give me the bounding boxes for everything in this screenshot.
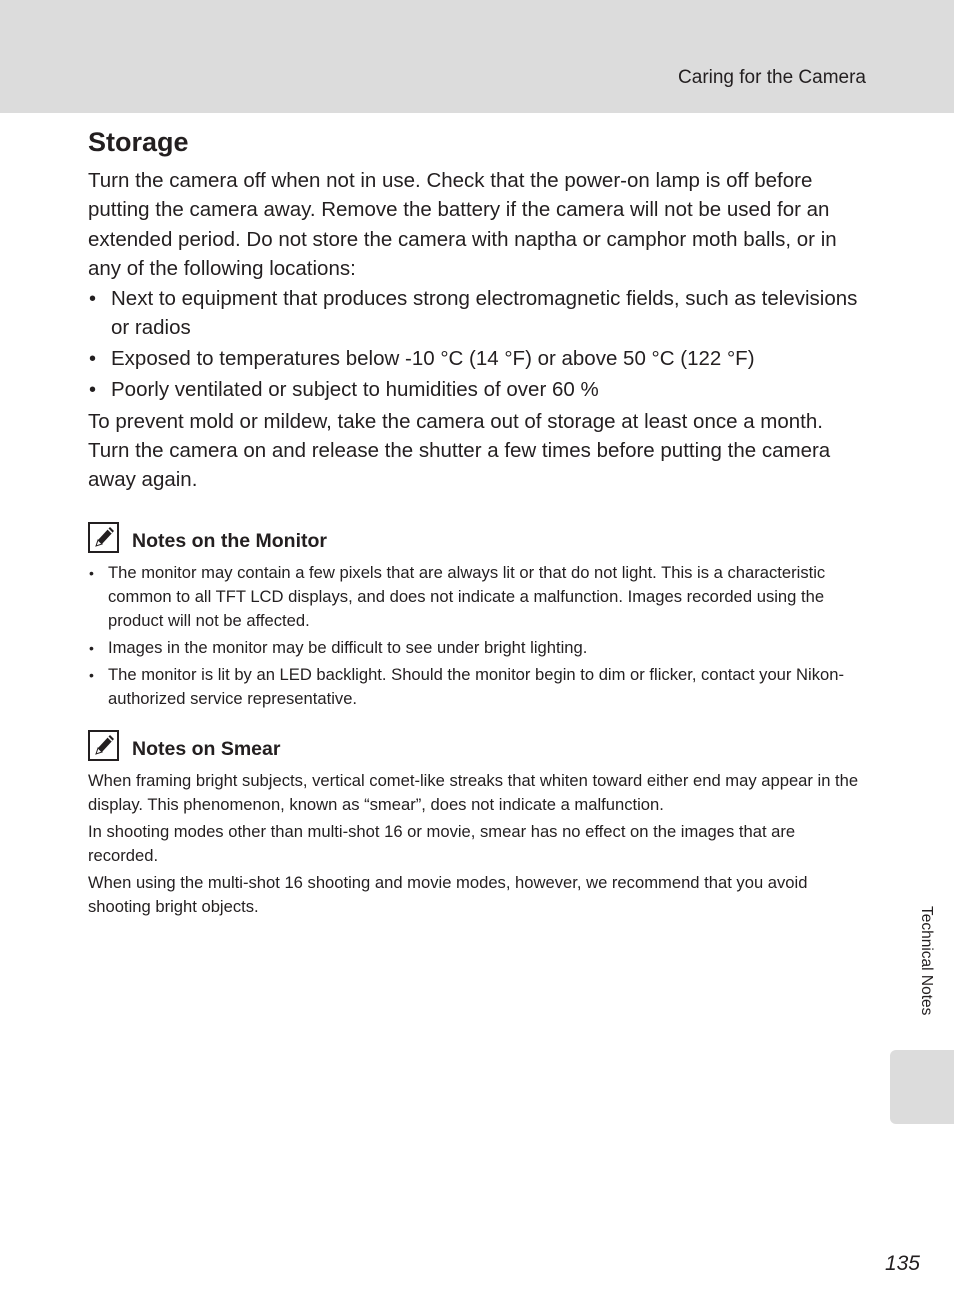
side-section-label: Technical Notes bbox=[918, 906, 935, 1016]
closing-paragraph: To prevent mold or mildew, take the camera out of storage at least once a month. Turn the camera on and release the shutter a few times before putting the camera away again. bbox=[88, 409, 831, 492]
note-heading bbox=[88, 521, 864, 555]
bullet-icon: • bbox=[89, 378, 97, 401]
list-item: • Next to equipment that produces strong electromagnetic fields, such as televisions or radios bbox=[89, 287, 858, 339]
bullet-icon: • bbox=[89, 347, 97, 370]
bullet-icon: • bbox=[89, 639, 94, 656]
header-band bbox=[0, 0, 954, 113]
list-item: • Images in the monitor may be difficult to see under bright lighting. bbox=[88, 636, 864, 660]
pencil-note-icon bbox=[88, 522, 119, 553]
bullet-icon: • bbox=[89, 288, 97, 311]
bullet-icon: • bbox=[89, 666, 94, 683]
note-title: Notes on Smear bbox=[132, 738, 281, 761]
list-item: • The monitor is lit by an LED backlight. Should the monitor begin to dim or flicker, contact your Nikon-authorized service representative. bbox=[89, 664, 844, 708]
monitor-notes-list bbox=[88, 561, 864, 711]
page-title: Storage bbox=[88, 127, 189, 157]
side-section-tab bbox=[890, 1050, 954, 1124]
bullet-icon: • bbox=[89, 564, 94, 581]
notes-smear bbox=[88, 729, 864, 919]
list-item: • Poorly ventilated or subject to humidities of over 60 % bbox=[88, 376, 864, 405]
list-item: • The monitor may contain a few pixels that are always lit or that do not light. This is a characteristic common to all TFT LCD displays, and does not indicate a malfunction. Images recorded using the product will not be affected. bbox=[89, 562, 826, 630]
note-heading bbox=[88, 729, 864, 763]
pencil-note-icon bbox=[88, 730, 119, 761]
smear-paragraph: When framing bright subjects, vertical comet-like streaks that whiten toward either end may appear in the display. This phenomenon, known as “smear”, does not indicate a malfunction. bbox=[88, 770, 859, 815]
list-item: • Exposed to temperatures below -10 °C (14 °F) or above 50 °C (122 °F) bbox=[88, 345, 864, 374]
notes-monitor bbox=[88, 521, 864, 711]
intro-paragraph: Turn the camera off when not in use. Check that the power-on lamp is off before putting the camera away. Remove the battery if the camera will not be used for an extended period. Do not store the camera with naptha or camphor moth balls, or in any of the following locations: bbox=[88, 169, 837, 280]
note-title: Notes on the Monitor bbox=[132, 530, 327, 553]
storage-locations-list bbox=[88, 285, 864, 404]
smear-paragraph: When using the multi-shot 16 shooting and movie modes, however, we recommend that you avoid shooting bright objects. bbox=[88, 872, 808, 917]
running-header: Caring for the Camera bbox=[678, 67, 866, 88]
page-number: 135 bbox=[884, 1252, 920, 1275]
smear-paragraph: In shooting modes other than multi-shot 16 or movie, smear has no effect on the images that are recorded. bbox=[88, 821, 796, 866]
page-content bbox=[88, 122, 864, 922]
